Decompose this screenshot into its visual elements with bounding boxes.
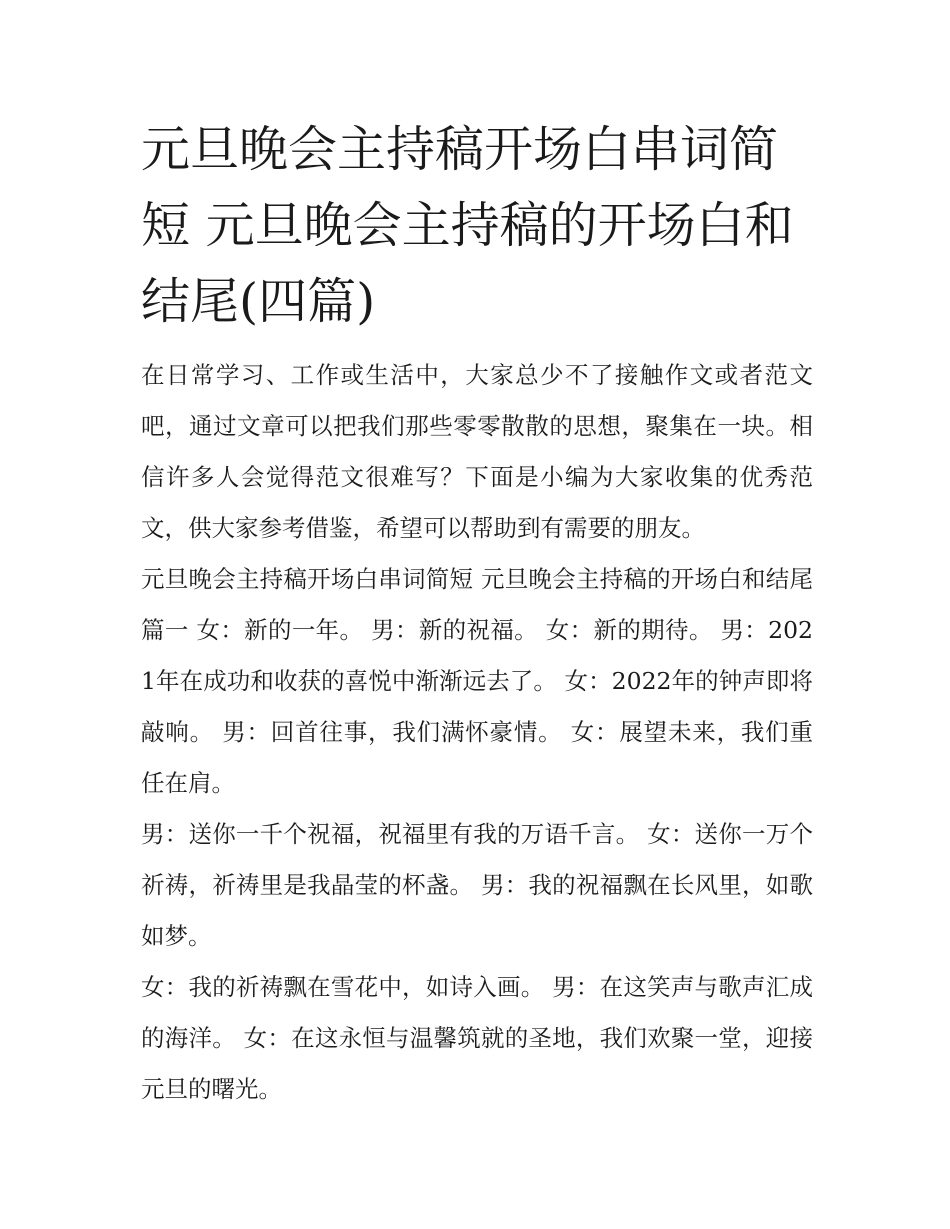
paragraph-blessing: 男：送你一千个祝福，祝福里有我的万语千言。 女：送你一万个祈祷，祈祷里是我晶莹的杯盏。 男：我的祝福飘在长风里，如歌如梦。 <box>141 820 813 950</box>
paragraph-prayer: 女：我的祈祷飘在雪花中，如诗入画。 男：在这笑声与歌声汇成的海洋。 女：在这永恒与温馨筑就的圣地，我们欢聚一堂，迎接元旦的曙光。 <box>141 973 813 1103</box>
document-body <box>141 350 813 1115</box>
document-title: 元旦晚会主持稿开场白串词简短 元旦晚会主持稿的开场白和结尾(四篇) <box>141 121 794 330</box>
paragraph-part-one: 元旦晚会主持稿开场白串词简短 元旦晚会主持稿的开场白和结尾篇一 女：新的一年。 男：新的祝福。 女：新的期待。 男：2021年在成功和收获的喜悦中渐渐远去了。 女：2022年的钟声即将敲响。 男：回首往事，我们满怀豪情。 女：展望未来，我们重任在肩。 <box>141 565 813 797</box>
document-content <box>141 112 813 1115</box>
paragraph-intro: 在日常学习、工作或生活中，大家总少不了接触作文或者范文吧，通过文章可以把我们那些零零散散的思想，聚集在一块。相信许多人会觉得范文很难写？下面是小编为大家收集的优秀范文，供大家参考借鉴，希望可以帮助到有需要的朋友。 <box>141 361 813 542</box>
